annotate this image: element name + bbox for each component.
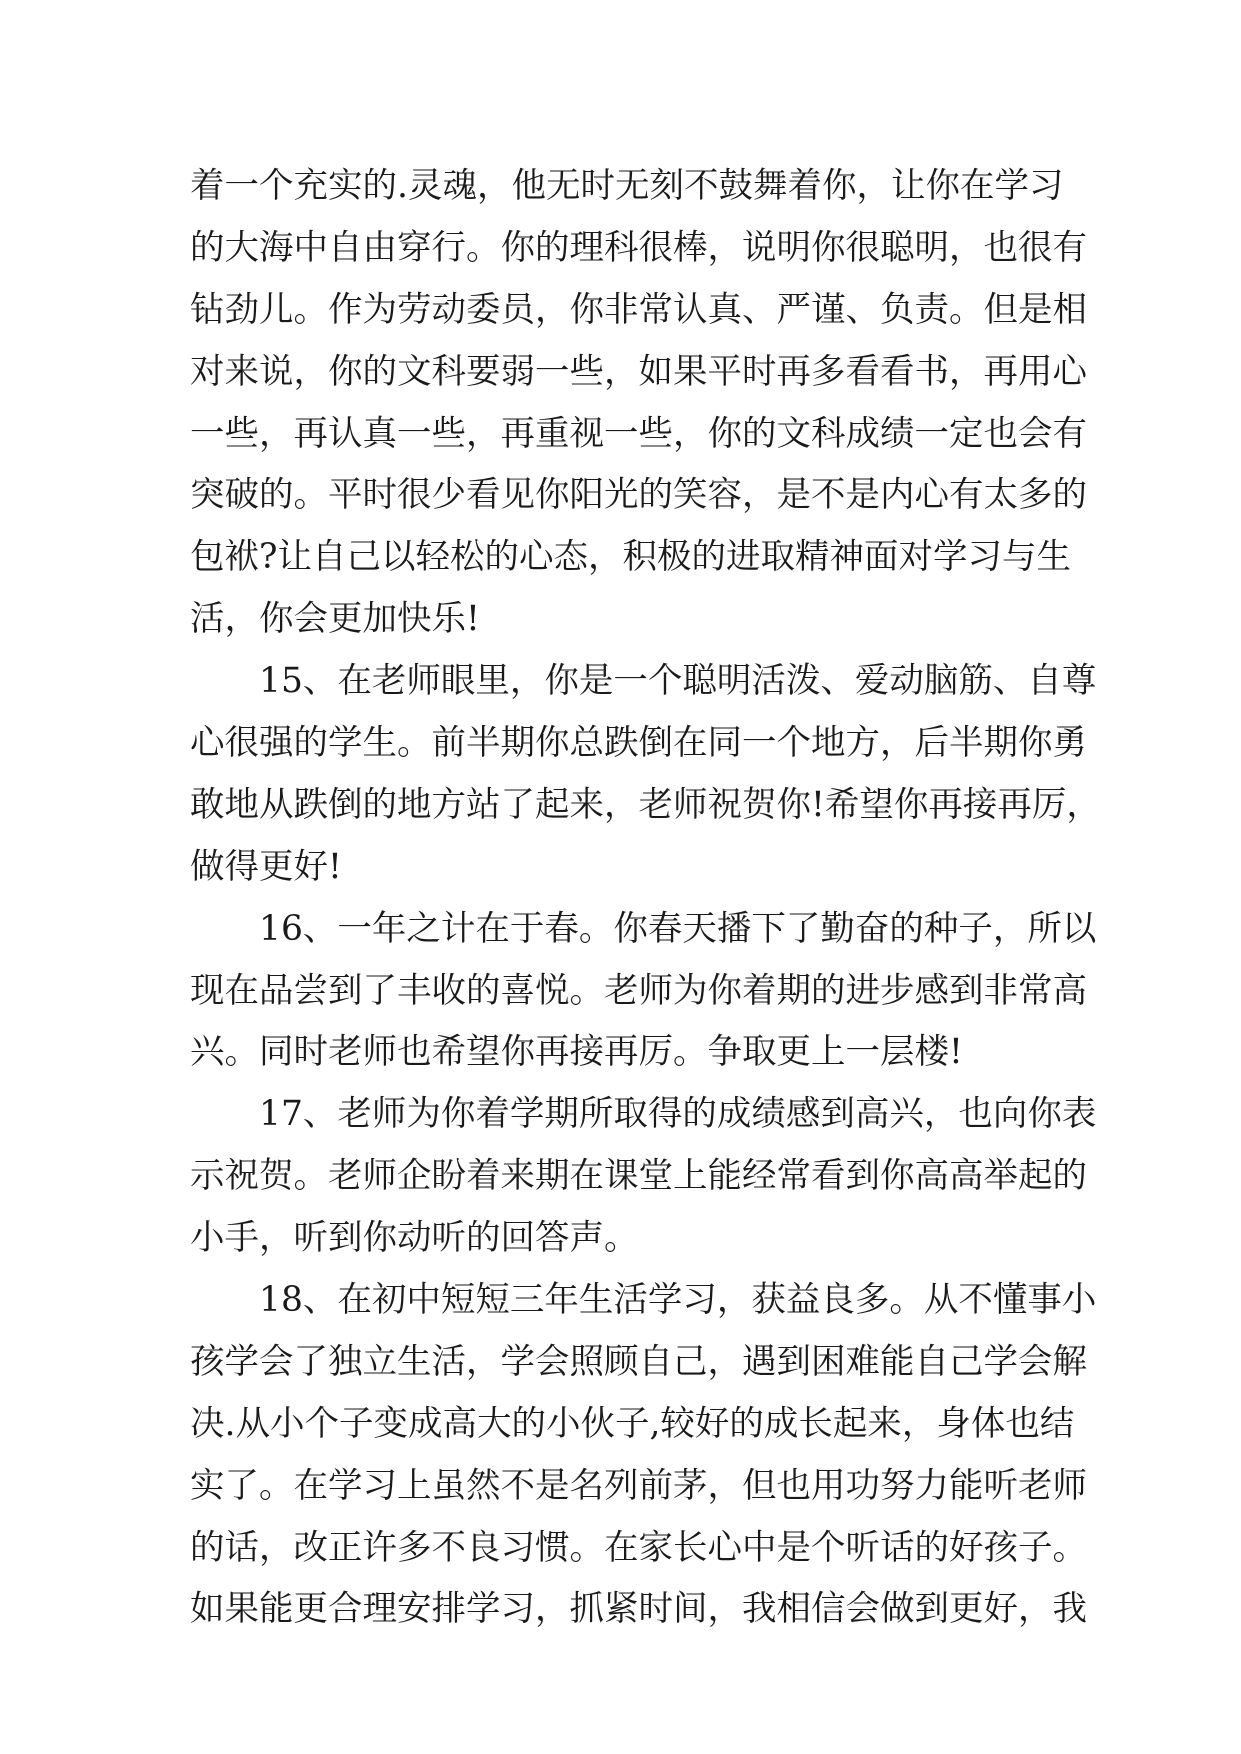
- text-line: 对来说，你的文科要弱一些，如果平时再多看看书，再用心: [190, 351, 1087, 392]
- text-line: 一些，再认真一些，再重视一些，你的文科成绩一定也会有: [190, 413, 1087, 454]
- text-line: 包袱?让自己以轻松的心态，积极的进取精神面对学习与生: [190, 537, 1071, 578]
- text-line: 兴。同时老师也希望你再接再厉。争取更上一层楼!: [190, 1032, 963, 1073]
- document-body-text: [190, 156, 1101, 1641]
- text-line: 的大海中自由穿行。你的理科很棒，说明你很聪明，也很有: [190, 227, 1087, 268]
- text-line: 突破的。平时很少看见你阳光的笑容，是不是内心有太多的: [190, 475, 1087, 516]
- text-line: 小手，听到你动听的回答声。: [190, 1218, 639, 1259]
- text-line: 决.从小个子变成高大的小伙子,较好的成长起来，身体也结: [190, 1403, 1075, 1444]
- text-line: 心很强的学生。前半期你总跌倒在同一个地方，后半期你勇: [190, 723, 1087, 764]
- paragraph-first-line: 15、在老师眼里，你是一个聪明活泼、爱动脑筋、自尊: [259, 661, 1097, 702]
- paragraph-first-line: 16、一年之计在于春。你春天播下了勤奋的种子，所以: [259, 908, 1097, 949]
- text-line: 如果能更合理安排学习，抓紧时间，我相信会做到更好，我: [190, 1589, 1087, 1630]
- text-line: 孩学会了独立生活，学会照顾自己，遇到困难能自己学会解: [190, 1341, 1087, 1382]
- text-line: 实了。在学习上虽然不是名列前茅，但也用功努力能听老师: [190, 1465, 1087, 1506]
- text-line: 活，你会更加快乐!: [190, 599, 480, 640]
- text-line: 做得更好!: [190, 846, 342, 887]
- text-line: 敢地从跌倒的地方站了起来，老师祝贺你!希望你再接再厉，: [190, 784, 1101, 825]
- paragraph-first-line: 17、老师为你着学期所取得的成绩感到高兴，也向你表: [259, 1094, 1097, 1135]
- text-line: 现在品尝到了丰收的喜悦。老师为你着期的进步感到非常高: [190, 970, 1087, 1011]
- text-line: 示祝贺。老师企盼着来期在课堂上能经常看到你高高举起的: [190, 1156, 1087, 1197]
- text-line: 钻劲儿。作为劳动委员，你非常认真、严谨、负责。但是相: [190, 289, 1087, 330]
- paragraph-first-line: 18、在初中短短三年生活学习，获益良多。从不懂事小: [259, 1280, 1097, 1321]
- text-line: 着一个充实的.灵魂，他无时无刻不鼓舞着你，让你在学习: [190, 166, 1064, 206]
- text-line: 的话，改正许多不良习惯。在家长心中是个听话的好孩子。: [190, 1527, 1087, 1568]
